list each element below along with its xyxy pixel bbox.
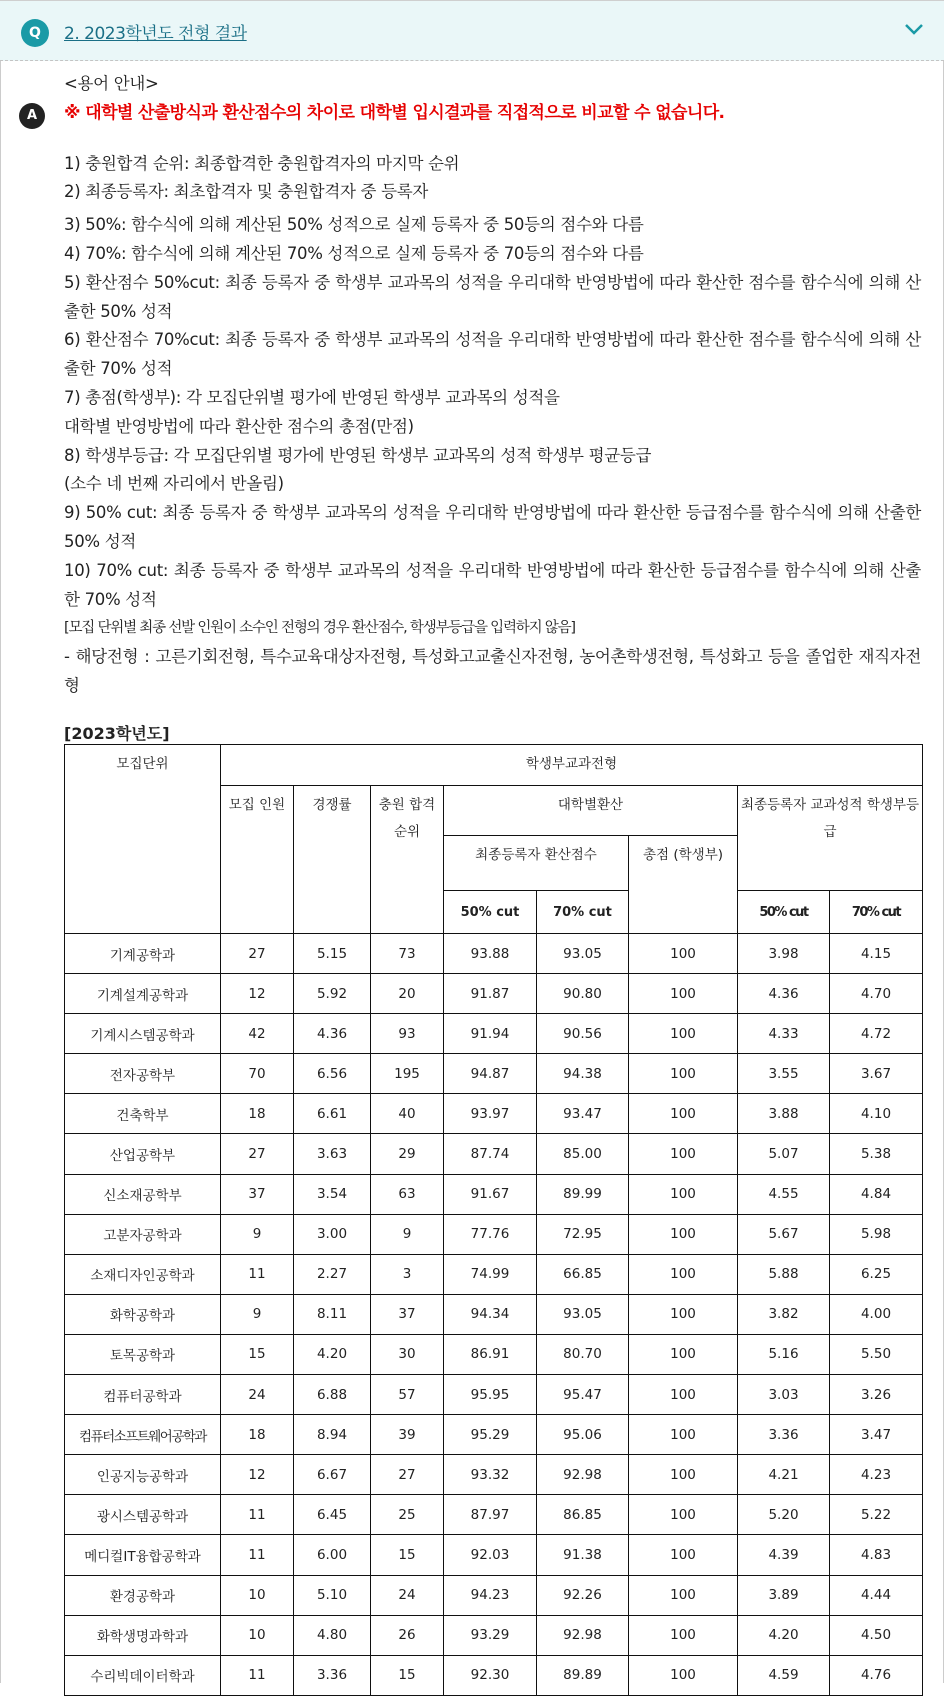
cell-grade-70: 4.70: [830, 974, 923, 1014]
cell-grade-50: 5.07: [738, 1134, 830, 1174]
cell-score-50: 91.87: [444, 974, 537, 1014]
cell-total: 100: [629, 1655, 738, 1695]
cell-total: 100: [629, 1294, 738, 1334]
header-unit: 모집단위: [65, 745, 221, 934]
cell-grade-70: 3.26: [830, 1375, 923, 1415]
cell-score-70: 94.38: [537, 1054, 629, 1094]
cell-score-70: 89.99: [537, 1174, 629, 1214]
cell-score-70: 66.85: [537, 1254, 629, 1294]
cell-quota: 11: [221, 1254, 294, 1294]
header-conv-score: 최종등록자 환산점수: [444, 836, 629, 891]
cell-grade-70: 3.47: [830, 1415, 923, 1455]
table-row: [65, 1294, 923, 1334]
cell-quota: 10: [221, 1575, 294, 1615]
cell-quota: 18: [221, 1415, 294, 1455]
cell-grade-50: 4.59: [738, 1655, 830, 1695]
cell-score-50: 95.29: [444, 1415, 537, 1455]
term-item: 7) 총점(학생부): 각 모집단위별 평가에 반영된 학생부 교과목의 성적을: [64, 387, 560, 407]
term-item: 6) 환산점수 70%cut: 최종 등록자 중 학생부 교과목의 성적을 우리대학 반영방법에 따라 환산한 점수를 함수식에 의해 산출한 70% 성적: [64, 330, 921, 379]
cell-total: 100: [629, 1094, 738, 1134]
cell-score-70: 90.56: [537, 1014, 629, 1054]
cell-score-70: 93.05: [537, 934, 629, 974]
cell-waitlist: 63: [371, 1174, 444, 1214]
cell-ratio: 6.67: [294, 1455, 371, 1495]
cell-waitlist: 40: [371, 1094, 444, 1134]
cell-score-50: 94.87: [444, 1054, 537, 1094]
header-quota: 모집 인원: [221, 786, 294, 934]
term-item: 4) 70%: 함수식에 의해 계산된 70% 성적으로 실제 등록자 중 70등의 점수와 다름: [64, 243, 644, 263]
table-row: [65, 1334, 923, 1374]
cell-waitlist: 29: [371, 1134, 444, 1174]
cell-score-50: 94.23: [444, 1575, 537, 1615]
cell-ratio: 6.61: [294, 1094, 371, 1134]
cell-ratio: 3.36: [294, 1655, 371, 1695]
cell-ratio: 4.36: [294, 1014, 371, 1054]
header-grade: 최종등록자 교과성적 학생부등급: [738, 786, 923, 891]
header-total: 총점 (학생부): [629, 836, 738, 934]
cell-score-50: 93.32: [444, 1455, 537, 1495]
cell-grade-50: 4.55: [738, 1174, 830, 1214]
cell-grade-50: 3.03: [738, 1375, 830, 1415]
term-item: 10) 70% cut: 최종 등록자 중 학생부 교과목의 성적을 우리대학 반영방법에 따라 환산한 등급점수를 함수식에 의해 산출한 70% 성적: [64, 560, 921, 609]
cell-waitlist: 25: [371, 1495, 444, 1535]
cell-grade-70: 3.67: [830, 1054, 923, 1094]
cell-ratio: 8.94: [294, 1415, 371, 1455]
table-row: [65, 1535, 923, 1575]
cell-waitlist: 195: [371, 1054, 444, 1094]
cell-total: 100: [629, 934, 738, 974]
term-item: 1) 충원합격 순위: 최종합격한 충원합격자의 마지막 순위: [64, 153, 460, 173]
table-row: [65, 1254, 923, 1294]
table-row: [65, 974, 923, 1014]
cell-grade-70: 4.83: [830, 1535, 923, 1575]
table-row: [65, 1375, 923, 1415]
cell-ratio: 3.54: [294, 1174, 371, 1214]
question-title-link[interactable]: 2. 2023학년도 전형 결과: [64, 24, 247, 44]
cell-grade-50: 3.55: [738, 1054, 830, 1094]
faq-question-header[interactable]: [0, 0, 944, 61]
question-badge: Q: [21, 19, 49, 47]
table-row: [65, 1094, 923, 1134]
cell-ratio: 6.56: [294, 1054, 371, 1094]
cell-total: 100: [629, 1415, 738, 1455]
cell-total: 100: [629, 1174, 738, 1214]
cell-score-50: 91.94: [444, 1014, 537, 1054]
cell-score-50: 87.74: [444, 1134, 537, 1174]
term-item: 대학별 반영방법에 따라 환산한 점수의 총점(만점): [64, 416, 414, 436]
cell-total: 100: [629, 1014, 738, 1054]
cell-score-50: 77.76: [444, 1214, 537, 1254]
cell-waitlist: 93: [371, 1014, 444, 1054]
cell-waitlist: 39: [371, 1415, 444, 1455]
terms-heading: <용어 안내>: [64, 74, 159, 93]
cell-unit: 메디컬IT융합공학과: [65, 1535, 221, 1575]
table-body: [65, 934, 923, 1696]
cell-grade-50: 3.89: [738, 1575, 830, 1615]
cell-unit: 광시스템공학과: [65, 1495, 221, 1535]
cell-unit: 건축학부: [65, 1094, 221, 1134]
cell-quota: 37: [221, 1174, 294, 1214]
cell-grade-50: 4.39: [738, 1535, 830, 1575]
cell-score-70: 80.70: [537, 1334, 629, 1374]
cell-ratio: 5.10: [294, 1575, 371, 1615]
term-item: (소수 네 번째 자리에서 반올림): [64, 474, 284, 494]
cell-ratio: 5.15: [294, 934, 371, 974]
cell-unit: 수리빅데이터학과: [65, 1655, 221, 1695]
cell-grade-50: 4.36: [738, 974, 830, 1014]
cell-grade-50: 5.88: [738, 1254, 830, 1294]
cell-unit: 기계시스템공학과: [65, 1014, 221, 1054]
header-grade-50: 50% cut: [738, 891, 830, 934]
cell-quota: 11: [221, 1535, 294, 1575]
cell-quota: 24: [221, 1375, 294, 1415]
cell-grade-50: 3.88: [738, 1094, 830, 1134]
cell-grade-50: 3.82: [738, 1294, 830, 1334]
table-row: [65, 1575, 923, 1615]
table-row: [65, 934, 923, 974]
cell-ratio: 6.88: [294, 1375, 371, 1415]
cell-quota: 27: [221, 1134, 294, 1174]
table-row: [65, 1014, 923, 1054]
cell-grade-50: 3.36: [738, 1415, 830, 1455]
cell-unit: 환경공학과: [65, 1575, 221, 1615]
cell-score-50: 87.97: [444, 1495, 537, 1535]
cell-score-70: 86.85: [537, 1495, 629, 1535]
cell-score-50: 95.95: [444, 1375, 537, 1415]
cell-total: 100: [629, 1054, 738, 1094]
table-row: [65, 1174, 923, 1214]
applies-text: - 해당전형 : 고른기회전형, 특수교육대상자전형, 특성화고교출신자전형, 농어촌학생전형, 특성화고 등을 졸업한 재직자전형: [64, 647, 921, 695]
cell-unit: 토목공학과: [65, 1334, 221, 1374]
cell-unit: 화학생명과학과: [65, 1615, 221, 1655]
cell-waitlist: 3: [371, 1254, 444, 1294]
cell-ratio: 8.11: [294, 1294, 371, 1334]
cell-grade-70: 4.84: [830, 1174, 923, 1214]
cell-waitlist: 37: [371, 1294, 444, 1334]
cell-score-70: 85.00: [537, 1134, 629, 1174]
table-row: [65, 1495, 923, 1535]
cell-ratio: 3.00: [294, 1214, 371, 1254]
table-row: [65, 1214, 923, 1254]
term-item: 9) 50% cut: 최종 등록자 중 학생부 교과목의 성적을 우리대학 반영방법에 따라 환산한 등급점수를 함수식에 의해 산출한 50% 성적: [64, 503, 921, 551]
cell-unit: 산업공학부: [65, 1134, 221, 1174]
results-table: [64, 744, 923, 1696]
cell-unit: 기계설계공학과: [65, 974, 221, 1014]
cell-score-70: 90.80: [537, 974, 629, 1014]
cell-ratio: 6.45: [294, 1495, 371, 1535]
answer-badge: A: [19, 103, 45, 129]
cell-grade-50: 4.33: [738, 1014, 830, 1054]
cell-waitlist: 73: [371, 934, 444, 974]
cell-unit: 소재디자인공학과: [65, 1254, 221, 1294]
cell-grade-70: 4.15: [830, 934, 923, 974]
cell-quota: 9: [221, 1214, 294, 1254]
header-waitlist: 충원 합격 순위: [371, 786, 444, 934]
cell-waitlist: 26: [371, 1615, 444, 1655]
header-ratio: 경쟁률: [294, 786, 371, 934]
cell-unit: 컴퓨터소프트웨어공학과: [65, 1415, 221, 1455]
cell-ratio: 6.00: [294, 1535, 371, 1575]
cell-waitlist: 9: [371, 1214, 444, 1254]
cell-total: 100: [629, 1455, 738, 1495]
term-item: 8) 학생부등급: 각 모집단위별 평가에 반영된 학생부 교과목의 성적 학생부 평균등급: [64, 445, 652, 465]
cell-waitlist: 24: [371, 1575, 444, 1615]
cell-total: 100: [629, 1575, 738, 1615]
cell-ratio: 5.92: [294, 974, 371, 1014]
cell-score-70: 95.06: [537, 1415, 629, 1455]
cell-total: 100: [629, 1615, 738, 1655]
cell-grade-50: 3.98: [738, 934, 830, 974]
cell-score-70: 72.95: [537, 1214, 629, 1254]
cell-grade-50: 4.20: [738, 1615, 830, 1655]
table-row: [65, 1655, 923, 1695]
table-row: [65, 1134, 923, 1174]
cell-score-50: 92.03: [444, 1535, 537, 1575]
cell-quota: 18: [221, 1094, 294, 1134]
table-row: [65, 1455, 923, 1495]
cell-score-70: 95.47: [537, 1375, 629, 1415]
cell-total: 100: [629, 1495, 738, 1535]
term-item: 3) 50%: 함수식에 의해 계산된 50% 성적으로 실제 등록자 중 50등의 점수와 다름: [64, 215, 644, 235]
cell-grade-70: 6.25: [830, 1254, 923, 1294]
chevron-down-icon[interactable]: [902, 17, 926, 41]
cell-grade-70: 5.22: [830, 1495, 923, 1535]
cell-total: 100: [629, 1214, 738, 1254]
cell-unit: 기계공학과: [65, 934, 221, 974]
warning-text: ※ 대학별 산출방식과 환산점수의 차이로 대학별 입시결과를 직접적으로 비교할 수 없습니다.: [64, 102, 725, 123]
header-conversion: 대학별환산: [444, 786, 738, 836]
cell-total: 100: [629, 1375, 738, 1415]
cell-waitlist: 57: [371, 1375, 444, 1415]
cell-grade-50: 4.21: [738, 1455, 830, 1495]
cell-unit: 화학공학과: [65, 1294, 221, 1334]
cell-score-50: 74.99: [444, 1254, 537, 1294]
cell-total: 100: [629, 1134, 738, 1174]
cell-unit: 고분자공학과: [65, 1214, 221, 1254]
cell-grade-50: 5.16: [738, 1334, 830, 1374]
table-row: [65, 1415, 923, 1455]
cell-waitlist: 20: [371, 974, 444, 1014]
cell-score-70: 92.98: [537, 1455, 629, 1495]
cell-quota: 70: [221, 1054, 294, 1094]
cell-score-70: 93.47: [537, 1094, 629, 1134]
term-item: 2) 최종등록자: 최초합격자 및 충원합격자 중 등록자: [64, 182, 429, 202]
cell-total: 100: [629, 1254, 738, 1294]
cell-score-70: 91.38: [537, 1535, 629, 1575]
cell-waitlist: 30: [371, 1334, 444, 1374]
cell-grade-70: 4.50: [830, 1615, 923, 1655]
cell-quota: 12: [221, 1455, 294, 1495]
cell-total: 100: [629, 1334, 738, 1374]
cell-score-70: 89.89: [537, 1655, 629, 1695]
cell-ratio: 4.80: [294, 1615, 371, 1655]
cell-unit: 신소재공학부: [65, 1174, 221, 1214]
cell-grade-50: 5.20: [738, 1495, 830, 1535]
header-grade-70: 70% cut: [830, 891, 923, 934]
cell-score-50: 93.88: [444, 934, 537, 974]
cell-quota: 27: [221, 934, 294, 974]
cell-quota: 15: [221, 1334, 294, 1374]
cell-quota: 42: [221, 1014, 294, 1054]
cell-total: 100: [629, 1535, 738, 1575]
cell-unit: 인공지능공학과: [65, 1455, 221, 1495]
cell-grade-70: 5.98: [830, 1214, 923, 1254]
cell-ratio: 2.27: [294, 1254, 371, 1294]
cell-score-50: 93.29: [444, 1615, 537, 1655]
cell-score-50: 92.30: [444, 1655, 537, 1695]
cell-score-70: 92.26: [537, 1575, 629, 1615]
cell-ratio: 3.63: [294, 1134, 371, 1174]
cell-score-70: 92.98: [537, 1615, 629, 1655]
cell-waitlist: 27: [371, 1455, 444, 1495]
answer-content: [64, 70, 921, 701]
cell-waitlist: 15: [371, 1535, 444, 1575]
cell-quota: 10: [221, 1615, 294, 1655]
cell-ratio: 4.20: [294, 1334, 371, 1374]
cell-grade-70: 4.72: [830, 1014, 923, 1054]
cell-unit: 전자공학부: [65, 1054, 221, 1094]
term-item: 5) 환산점수 50%cut: 최종 등록자 중 학생부 교과목의 성적을 우리대학 반영방법에 따라 환산한 점수를 함수식에 의해 산출한 50% 성적: [64, 272, 921, 321]
cell-grade-70: 5.50: [830, 1334, 923, 1374]
table-row: [65, 1054, 923, 1094]
cell-total: 100: [629, 974, 738, 1014]
header-score-70: 70% cut: [537, 891, 629, 934]
cell-grade-70: 4.23: [830, 1455, 923, 1495]
cell-quota: 11: [221, 1655, 294, 1695]
cell-waitlist: 15: [371, 1655, 444, 1695]
cell-unit: 컴퓨터공학과: [65, 1375, 221, 1415]
year-title: [2023학년도]: [64, 724, 170, 743]
cell-quota: 11: [221, 1495, 294, 1535]
cell-grade-70: 4.44: [830, 1575, 923, 1615]
cell-grade-70: 4.10: [830, 1094, 923, 1134]
cell-grade-70: 4.00: [830, 1294, 923, 1334]
header-score-50: 50% cut: [444, 891, 537, 934]
cell-score-70: 93.05: [537, 1294, 629, 1334]
cell-quota: 12: [221, 974, 294, 1014]
cell-grade-70: 5.38: [830, 1134, 923, 1174]
cell-grade-50: 5.67: [738, 1214, 830, 1254]
note-text: [모집 단위별 최종 선발 인원이 소수인 전형의 경우 환산점수, 학생부등급을 입력하지 않음]: [64, 620, 575, 637]
cell-score-50: 91.67: [444, 1174, 537, 1214]
table-row: [65, 1615, 923, 1655]
cell-score-50: 86.91: [444, 1334, 537, 1374]
header-track: 학생부교과전형: [221, 745, 923, 786]
cell-grade-70: 4.76: [830, 1655, 923, 1695]
cell-quota: 9: [221, 1294, 294, 1334]
cell-score-50: 94.34: [444, 1294, 537, 1334]
cell-score-50: 93.97: [444, 1094, 537, 1134]
